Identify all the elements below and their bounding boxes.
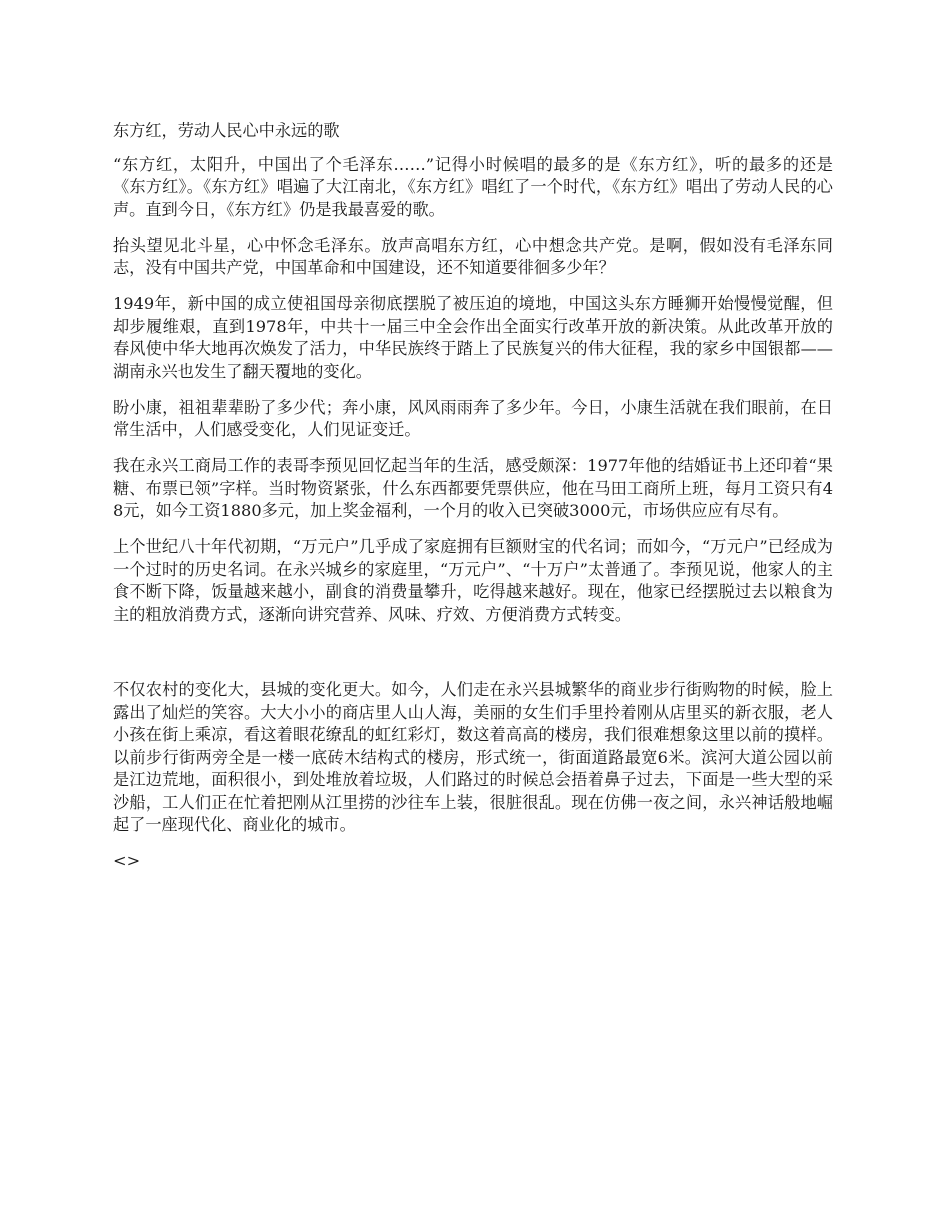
paragraph-1: “东方红，太阳升，中国出了个毛泽东……”记得小时候唱的最多的是《东方红》，听的最多的还是《东方红》。《东方红》唱遍了大江南北，《东方红》唱红了一个时代，《东方红》唱出了劳动人民的心声。直到今日，《东方红》仍是我最喜爱的歌。 <box>113 154 833 219</box>
paragraph-7: 不仅农村的变化大，县城的变化更大。如今，人们走在永兴县城繁华的商业步行街购物的时候，脸上露出了灿烂的笑容。大大小小的商店里人山人海，美丽的女生们手里拎着刚从店里买的新衣服，老人小孩在街上乘凉，看这着眼花缭乱的虹红彩灯，数这着高高的楼房，我们很难想象这里以前的摸样。以前步行街两旁全是一楼一底砖木结构式的楼房，形式统一，街面道路最宽6米。滨河大道公园以前是江边荒地，面积很小，到处堆放着垃圾，人们路过的时候总会捂着鼻子过去，下面是一些大型的采沙船，工人们正在忙着把刚从江里捞的沙往车上装，很脏很乱。现在仿佛一夜之间，永兴神话般地崛起了一座现代化、商业化的城市。 <box>113 680 833 834</box>
paragraph-5: 我在永兴工商局工作的表哥李预见回忆起当年的生活，感受颇深：1977年他的结婚证书上还印着“果糖、布票已领”字样。当时物资紧张，什么东西都要凭票供应，他在马田工商所上班，每月工资只有48元，如今工资1880多元，加上奖金福利，一个月的收入已突破3000元，市场供应应有尽有。 <box>113 456 833 520</box>
end-marker: <> <box>113 851 141 870</box>
document-body <box>113 120 833 886</box>
document-title: 东方红，劳动人民心中永远的歌 <box>113 121 340 140</box>
paragraph-4: 盼小康，祖祖辈辈盼了多少代；奔小康，风风雨雨奔了多少年。今日，小康生活就在我们眼前，在日常生活中，人们感受变化，人们见证变迁。 <box>113 397 833 439</box>
paragraph-2: 抬头望见北斗星，心中怀念毛泽东。放声高唱东方红，心中想念共产党。是啊，假如没有毛泽东同志，没有中国共产党，中国革命和中国建设，还不知道要徘徊多少年？ <box>113 235 833 277</box>
paragraph-3: 1949年，新中国的成立使祖国母亲彻底摆脱了被压迫的境地，中国这头东方睡狮开始慢慢觉醒，但却步履维艰，直到1978年，中共十一届三中全会作出全面实行改革开放的新决策。从此改革开放的春风使中华大地再次焕发了活力，中华民族终于踏上了民族复兴的伟大征程，我的家乡中国银都——湖南永兴也发生了翻天覆地的变化。 <box>113 294 833 381</box>
paragraph-6: 上个世纪八十年代初期，“万元户”几乎成了家庭拥有巨额财宝的代名词；而如今，“万元户”已经成为一个过时的历史名词。在永兴城乡的家庭里，“万元户”、“十万户”太普通了。李预见说，他家人的主食不断下降，饭量越来越小，副食的消费量攀升，吃得越来越好。现在，他家已经摆脱过去以粮食为主的粗放消费方式，逐渐向讲究营养、风味、疗效、方便消费方式转变。 <box>113 537 833 624</box>
